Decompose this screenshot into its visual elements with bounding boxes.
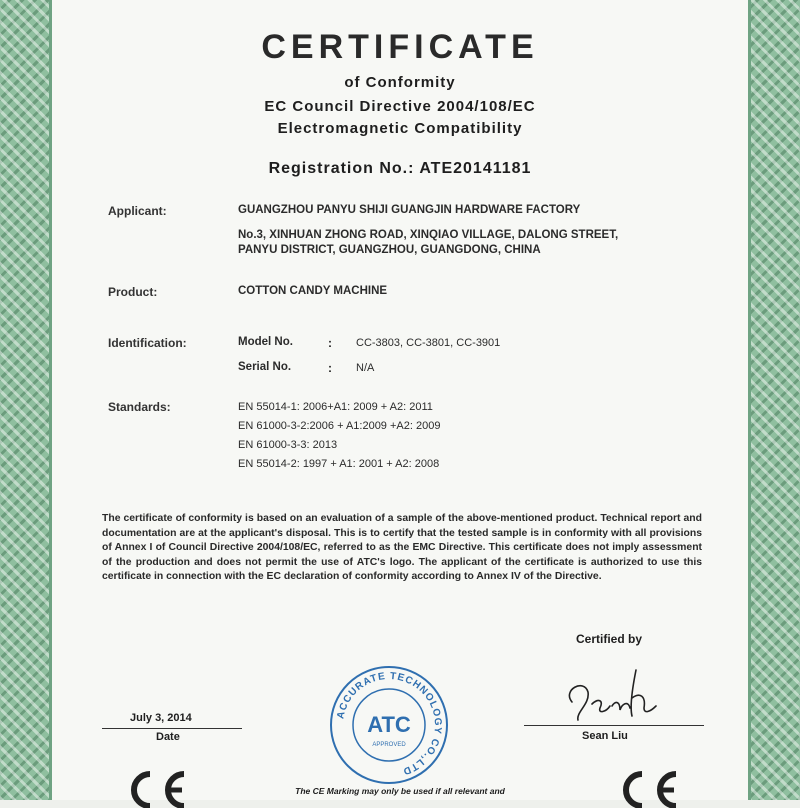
signer-name: Sean Liu bbox=[582, 730, 628, 742]
certificate-title: CERTIFICATE bbox=[261, 28, 539, 66]
applicant-address-line2: PANYU DISTRICT, GUANGZHOU, GUANGDONG, CHINA bbox=[238, 244, 541, 256]
certificate-sheet bbox=[52, 0, 748, 800]
date-label: Date bbox=[156, 731, 180, 743]
seal-center-text: ATC bbox=[367, 712, 411, 737]
model-value: CC-3803, CC-3801, CC-3901 bbox=[356, 337, 501, 349]
signature-icon bbox=[532, 660, 692, 730]
standard-item: EN 61000-3-2:2006 + A1:2009 +A2: 2009 bbox=[238, 420, 441, 432]
ce-mark-icon bbox=[612, 768, 682, 808]
certified-by-label: Certified by bbox=[576, 632, 643, 646]
serial-label: Serial No. bbox=[238, 361, 292, 373]
seal-approved-text: APPROVED bbox=[372, 742, 406, 748]
signature-line bbox=[524, 725, 704, 726]
right-decorative-border bbox=[748, 0, 800, 800]
standard-item: EN 61000-3-3: 2013 bbox=[238, 439, 338, 451]
date-value: July 3, 2014 bbox=[130, 712, 192, 724]
identification-label: Identification: bbox=[108, 336, 187, 350]
product-value: COTTON CANDY MACHINE bbox=[238, 285, 388, 297]
certificate-directive: EC Council Directive 2004/108/EC bbox=[264, 98, 536, 115]
standards-label: Standards: bbox=[108, 400, 171, 414]
serial-value: N/A bbox=[356, 362, 375, 374]
certificate-subtitle: of Conformity bbox=[344, 74, 456, 91]
standard-item: EN 55014-1: 2006+A1: 2009 + A2: 2011 bbox=[238, 401, 433, 413]
model-label: Model No. bbox=[238, 336, 293, 348]
registration-row bbox=[52, 160, 748, 178]
certificate-scope: Electromagnetic Compatibility bbox=[277, 120, 523, 137]
product-label: Product: bbox=[108, 285, 158, 299]
standard-item: EN 55014-2: 1997 + A1: 2001 + A2: 2008 bbox=[238, 458, 440, 470]
ce-marking-note: The CE Marking may only be used if all relevant and bbox=[295, 786, 505, 796]
conformity-statement: The certificate of conformity is based on an evaluation of a sample of the above-mentioned product. Technical report and documentation are at the applicant's disposal. This is to certify that the tested sample is in conformity with all provisions of Annex I of Council Directive 2004/108/EC, referred to as the EMC Directive. This certificate does not imply assessment of the production and does not permit the use of ATC's logo. The applicant of the certificate is authorized to use this certificate in connection with the EC declaration of conformity according to Annex IV of the Directive. bbox=[102, 513, 702, 583]
registration-number: ATE20141181 bbox=[419, 160, 532, 177]
applicant-label: Applicant: bbox=[108, 204, 167, 218]
atc-seal-icon bbox=[328, 664, 450, 786]
seal-ring-text: ACCURATE TECHNOLOGY CO.,LTD bbox=[335, 670, 444, 777]
date-line bbox=[102, 728, 242, 729]
model-colon: : bbox=[328, 336, 332, 350]
registration-label: Registration No.: bbox=[268, 160, 415, 177]
ce-mark-icon bbox=[120, 768, 190, 808]
applicant-name: GUANGZHOU PANYU SHIJI GUANGJIN HARDWARE FACTORY bbox=[238, 204, 581, 216]
left-decorative-border bbox=[0, 0, 52, 800]
applicant-address-line1: No.3, XINHUAN ZHONG ROAD, XINQIAO VILLAGE, DALONG STREET, bbox=[238, 229, 619, 241]
serial-colon: : bbox=[328, 361, 332, 375]
